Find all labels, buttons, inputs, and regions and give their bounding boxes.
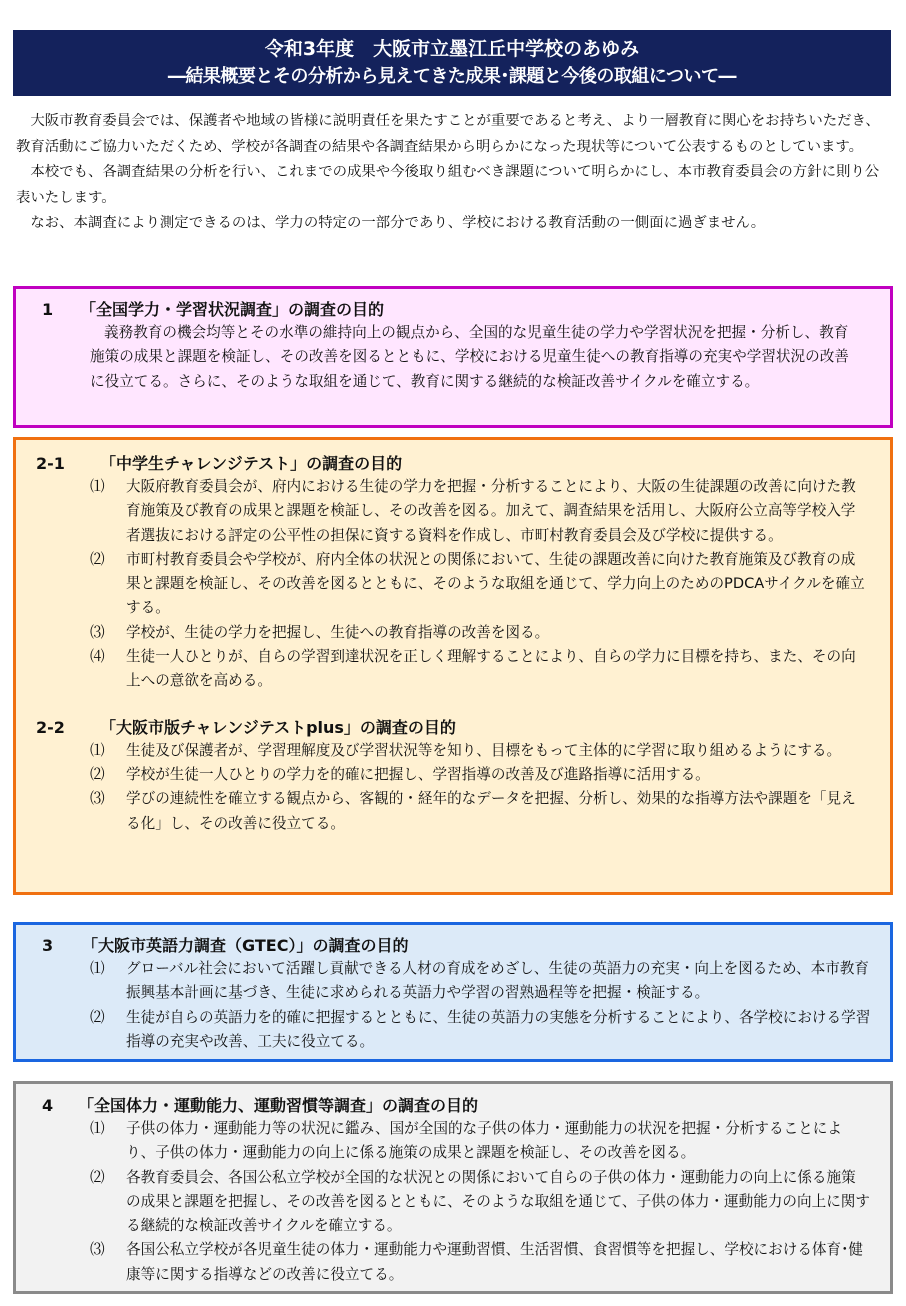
- intro-paragraph: 本校でも、各調査結果の分析を行い、これまでの成果や今後取り組むべき課題について明らかにし、本市教育委員会の方針に則り公表いたします。: [16, 164, 880, 206]
- section-3-title: [40, 934, 876, 957]
- item-text: 子供の体力・運動能力等の状況に鑑み、国が全国的な子供の体力・運動能力の状況を把握・分析することにより、子供の体力・運動能力の向上に係る施策の成果と課題を検証し、その改善を図る。: [126, 1120, 842, 1162]
- page-header: [13, 30, 891, 96]
- item-number: ⑵: [90, 550, 105, 568]
- section-4-box: [13, 1081, 893, 1294]
- list-item: [90, 739, 866, 763]
- item-number: ⑶: [90, 790, 105, 808]
- list-item: [90, 475, 866, 548]
- section-1-title: [40, 298, 850, 321]
- item-text: 大阪府教育委員会が、府内における生徒の学力を把握・分析することにより、大阪の生徒課題の改善に向けた教育施策及び教育の成果と課題を検証し、その改善を図る。加えて、調査結果を活用し、大阪府公立高等学校入学者選抜における評定の公平性の担保に資する資料を作成し、市町村教育委員会及び学校に提供する。: [126, 478, 856, 544]
- page-title: 令和3年度 大阪市立墨江丘中学校のあゆみ: [264, 38, 640, 60]
- item-number: ⑴: [90, 1120, 105, 1137]
- item-text: グローバル社会において活躍し貢献できる人材の育成をめざし、生徒の英語力の充実・向上を図るため、本市教育振興基本計画に基づき、生徒に求められる英語力や学習の習熟過程等を把握・検証する。: [126, 960, 869, 1002]
- section-title-text: 「大阪市英語力調査（GTEC）」の調査の目的: [82, 936, 409, 955]
- list-item: [90, 1166, 870, 1239]
- intro-section: [16, 109, 892, 237]
- item-number: ⑴: [90, 960, 105, 977]
- section-2-1-title: [36, 452, 870, 475]
- section-title-text: 「全国体力・運動能力、運動習慣等調査」の調査の目的: [78, 1096, 479, 1115]
- section-2-2-items: [36, 739, 870, 836]
- page-subtitle: ―結果概要とその分析から見えてきた成果･課題と今後の取組について―: [167, 66, 737, 87]
- list-item: [90, 1238, 870, 1287]
- section-4-items: [40, 1117, 870, 1287]
- item-text: 生徒が自らの英語力を的確に把握するとともに、生徒の英語力の実態を分析することにより、各学校における学習指導の充実や改善、工夫に役立てる。: [126, 1008, 871, 1050]
- section-4-title: [40, 1094, 870, 1117]
- item-text: 各国公私立学校が各児童生徒の体力・運動能力や運動習慣、生活習慣、食習慣等を把握し、学校における体育･健康等に関する指導などの改善に役立てる。: [126, 1241, 863, 1283]
- list-item: [90, 787, 866, 836]
- list-item: [90, 621, 866, 645]
- item-number: ⑵: [90, 1168, 105, 1186]
- list-item: [90, 957, 876, 1006]
- item-text: 学校が、生徒の学力を把握し、生徒への教育指導の改善を図る。: [126, 623, 550, 641]
- section-title-text: 「大阪市版チャレンジテストplus」の調査の目的: [100, 717, 456, 737]
- item-number: ⑴: [90, 741, 105, 759]
- item-number: ⑶: [90, 1241, 105, 1259]
- section-2-2-title: [36, 716, 870, 739]
- item-text: 生徒一人ひとりが、自らの学習到達状況を正しく理解することにより、自らの学力に目標を持ち、また、その向上への意欲を高める。: [126, 648, 856, 690]
- list-item: [90, 1117, 870, 1166]
- section-number: 3: [42, 936, 54, 955]
- section-number: 4: [42, 1096, 54, 1115]
- item-text: 市町村教育委員会や学校が、府内全体の状況との関係において、生徒の課題改善に向けた教育施策及び教育の成果と課題を検証し、その改善を図るとともに、そのような取組を通じて、学力向上のためのPDCAサイクルを確立する。: [126, 550, 865, 617]
- item-number: ⑵: [90, 765, 105, 783]
- intro-paragraph: 大阪市教育委員会では、保護者や地域の皆様に説明責任を果たすことが重要であると考え、より一層教育に関心をお持ちいただき、教育活動にご協力いただくため、学校が各調査の結果や各調査結果から明らかになった現状等について公表するものとしています。: [16, 113, 880, 155]
- section-title-text: 「中学生チャレンジテスト」の調査の目的: [100, 454, 403, 473]
- item-number: ⑵: [90, 1008, 105, 1026]
- section-2-box: [13, 437, 893, 895]
- item-number: ⑴: [90, 478, 105, 495]
- list-item: [90, 1006, 876, 1055]
- item-number: ⑷: [90, 648, 105, 666]
- item-text: 各教育委員会、各国公私立学校が全国的な状況との関係において自らの子供の体力・運動能力の向上に係る施策の成果と課題を把握し、その改善を図るとともに、そのような取組を通じて、子供の体力・運動能力の向上に関する継続的な検証改善サイクルを確立する。: [126, 1168, 870, 1235]
- spacer: [36, 694, 870, 716]
- item-text: 学校が生徒一人ひとりの学力を的確に把握し、学習指導の改善及び進路指導に活用する。: [126, 765, 710, 783]
- section-3-box: [13, 922, 893, 1062]
- section-number: 1: [42, 300, 54, 319]
- intro-paragraph: なお、本調査により測定できるのは、学力の特定の一部分であり、学校における教育活動の一側面に過ぎません。: [30, 215, 766, 232]
- list-item: [90, 645, 866, 694]
- list-item: [90, 548, 866, 621]
- section-number: 2-2: [36, 717, 65, 737]
- list-item: [90, 763, 866, 787]
- item-text: 生徒及び保護者が、学習理解度及び学習状況等を知り、目標をもって主体的に学習に取り組めるようにする。: [126, 741, 842, 759]
- section-title-text: 「全国学力・学習状況調査」の調査の目的: [80, 300, 385, 319]
- section-1-box: [13, 286, 893, 428]
- section-number: 2-1: [36, 454, 65, 473]
- section-1-body: 義務教育の機会均等とその水準の維持向上の観点から、全国的な児童生徒の学力や学習状況を把握・分析し、教育施策の成果と課題を検証し、その改善を図るとともに、学校における児童生徒への教育指導の充実や学習状況の改善に役立てる。さらに、そのような取組を通じて、教育に関する継続的な検証改善サイクルを確立する。: [90, 324, 849, 390]
- item-text: 学びの連続性を確立する観点から、客観的・経年的なデータを把握、分析し、効果的な指導方法や課題を「見える化」し、その改善に役立てる。: [126, 790, 856, 832]
- section-2-1-items: [36, 475, 870, 694]
- section-3-items: [40, 957, 876, 1054]
- item-number: ⑶: [90, 623, 105, 641]
